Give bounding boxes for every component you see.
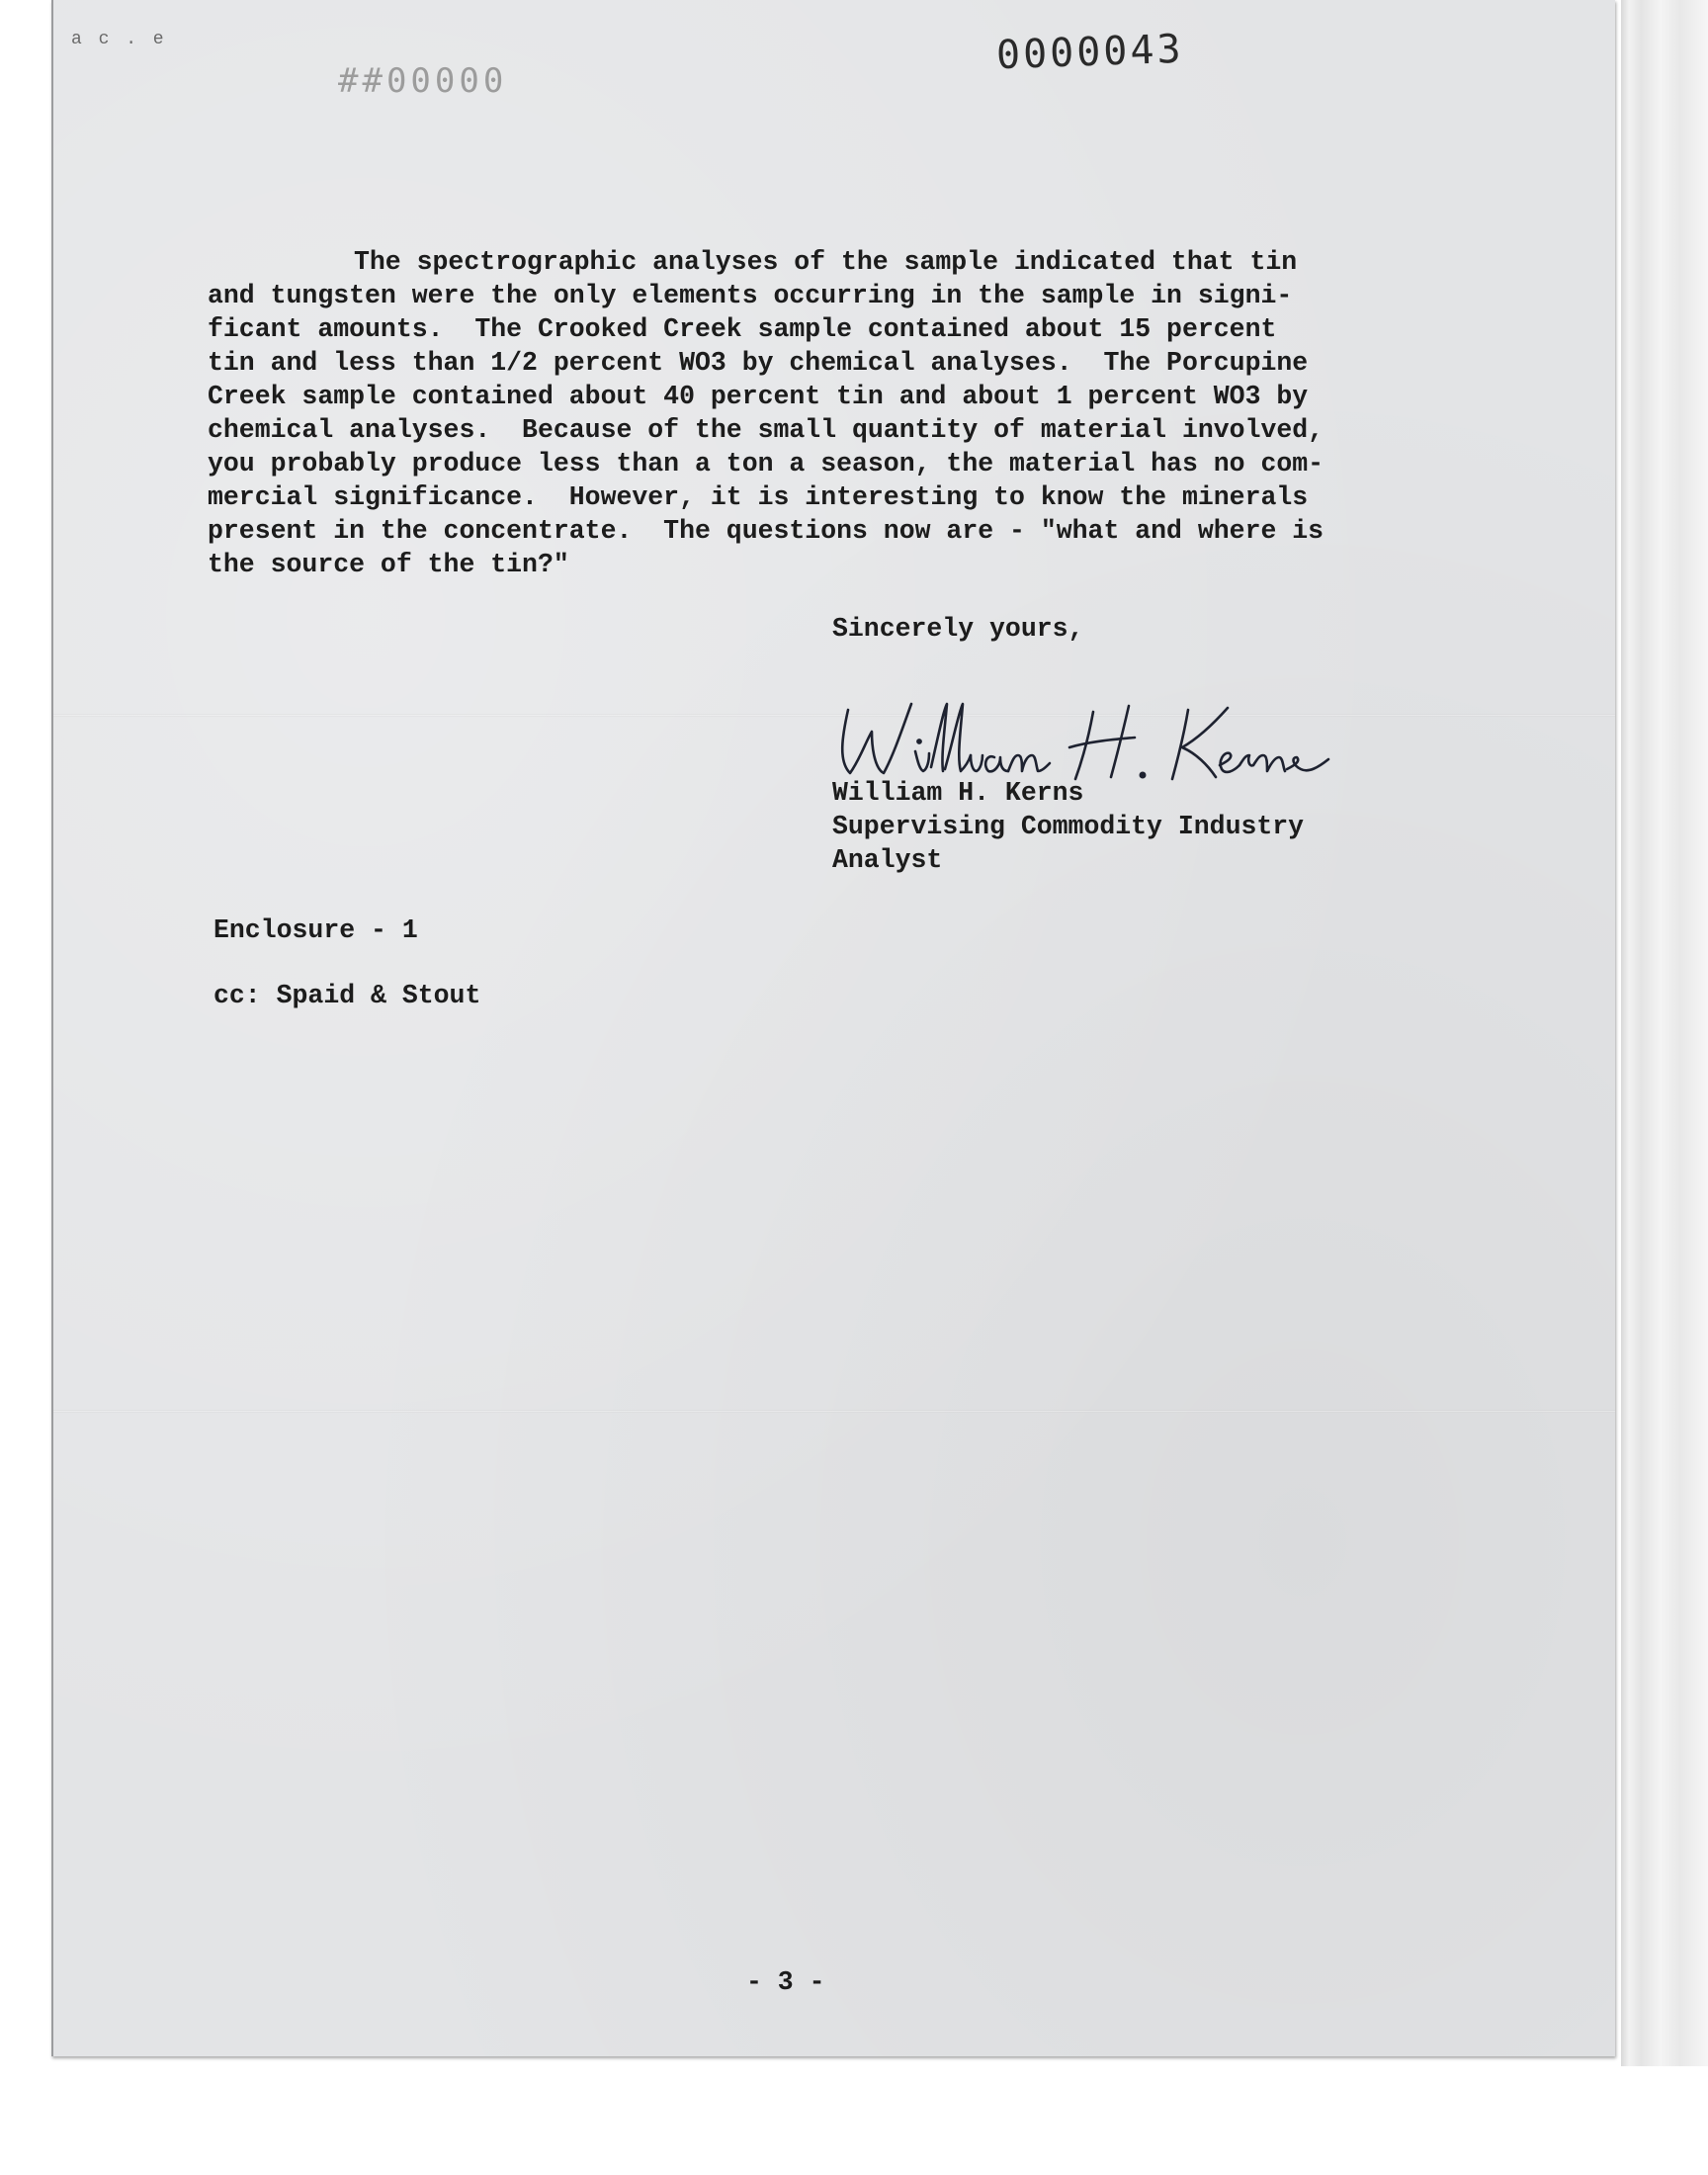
enclosure-note: Enclosure - 1	[214, 915, 418, 945]
signature-block	[832, 776, 1304, 877]
body-line: ficant amounts. The Crooked Creek sample contained about 15 percent	[208, 314, 1277, 344]
signer-name: William H. Kerns	[832, 778, 1084, 808]
body-line: present in the concentrate. The questions now are - "what and where is	[208, 516, 1324, 546]
fold-crease	[53, 1410, 1615, 1413]
page-number: - 3 -	[746, 1967, 825, 1997]
closing: Sincerely yours,	[832, 614, 1084, 644]
faint-stamp: ##00000	[338, 61, 508, 101]
cc-note: cc: Spaid & Stout	[214, 981, 481, 1010]
letter-body	[208, 245, 1463, 581]
scan-edge	[1621, 0, 1708, 2066]
signature-drawing	[820, 682, 1354, 791]
corner-mark: a c . e	[71, 30, 167, 49]
signer-title-line1: Supervising Commodity Industry	[832, 812, 1305, 841]
signer-title-line2: Analyst	[832, 845, 943, 875]
body-line: Creek sample contained about 40 percent tin and about 1 percent WO3 by	[208, 382, 1309, 411]
handwritten-signature	[820, 682, 1354, 791]
body-line: The spectrographic analyses of the sample indicated that tin	[354, 247, 1298, 277]
body-line: you probably produce less than a ton a season, the material has no com-	[208, 449, 1324, 478]
body-line: chemical analyses. Because of the small quantity of material involved,	[208, 415, 1324, 445]
body-line: tin and less than 1/2 percent WO3 by chemical analyses. The Porcupine	[208, 348, 1309, 378]
document-stamp-number: 0000043	[995, 26, 1185, 79]
body-line: and tungsten were the only elements occurring in the sample in signi-	[208, 281, 1293, 310]
body-line: mercial significance. However, it is interesting to know the minerals	[208, 482, 1309, 512]
body-line: the source of the tin?"	[208, 550, 569, 579]
